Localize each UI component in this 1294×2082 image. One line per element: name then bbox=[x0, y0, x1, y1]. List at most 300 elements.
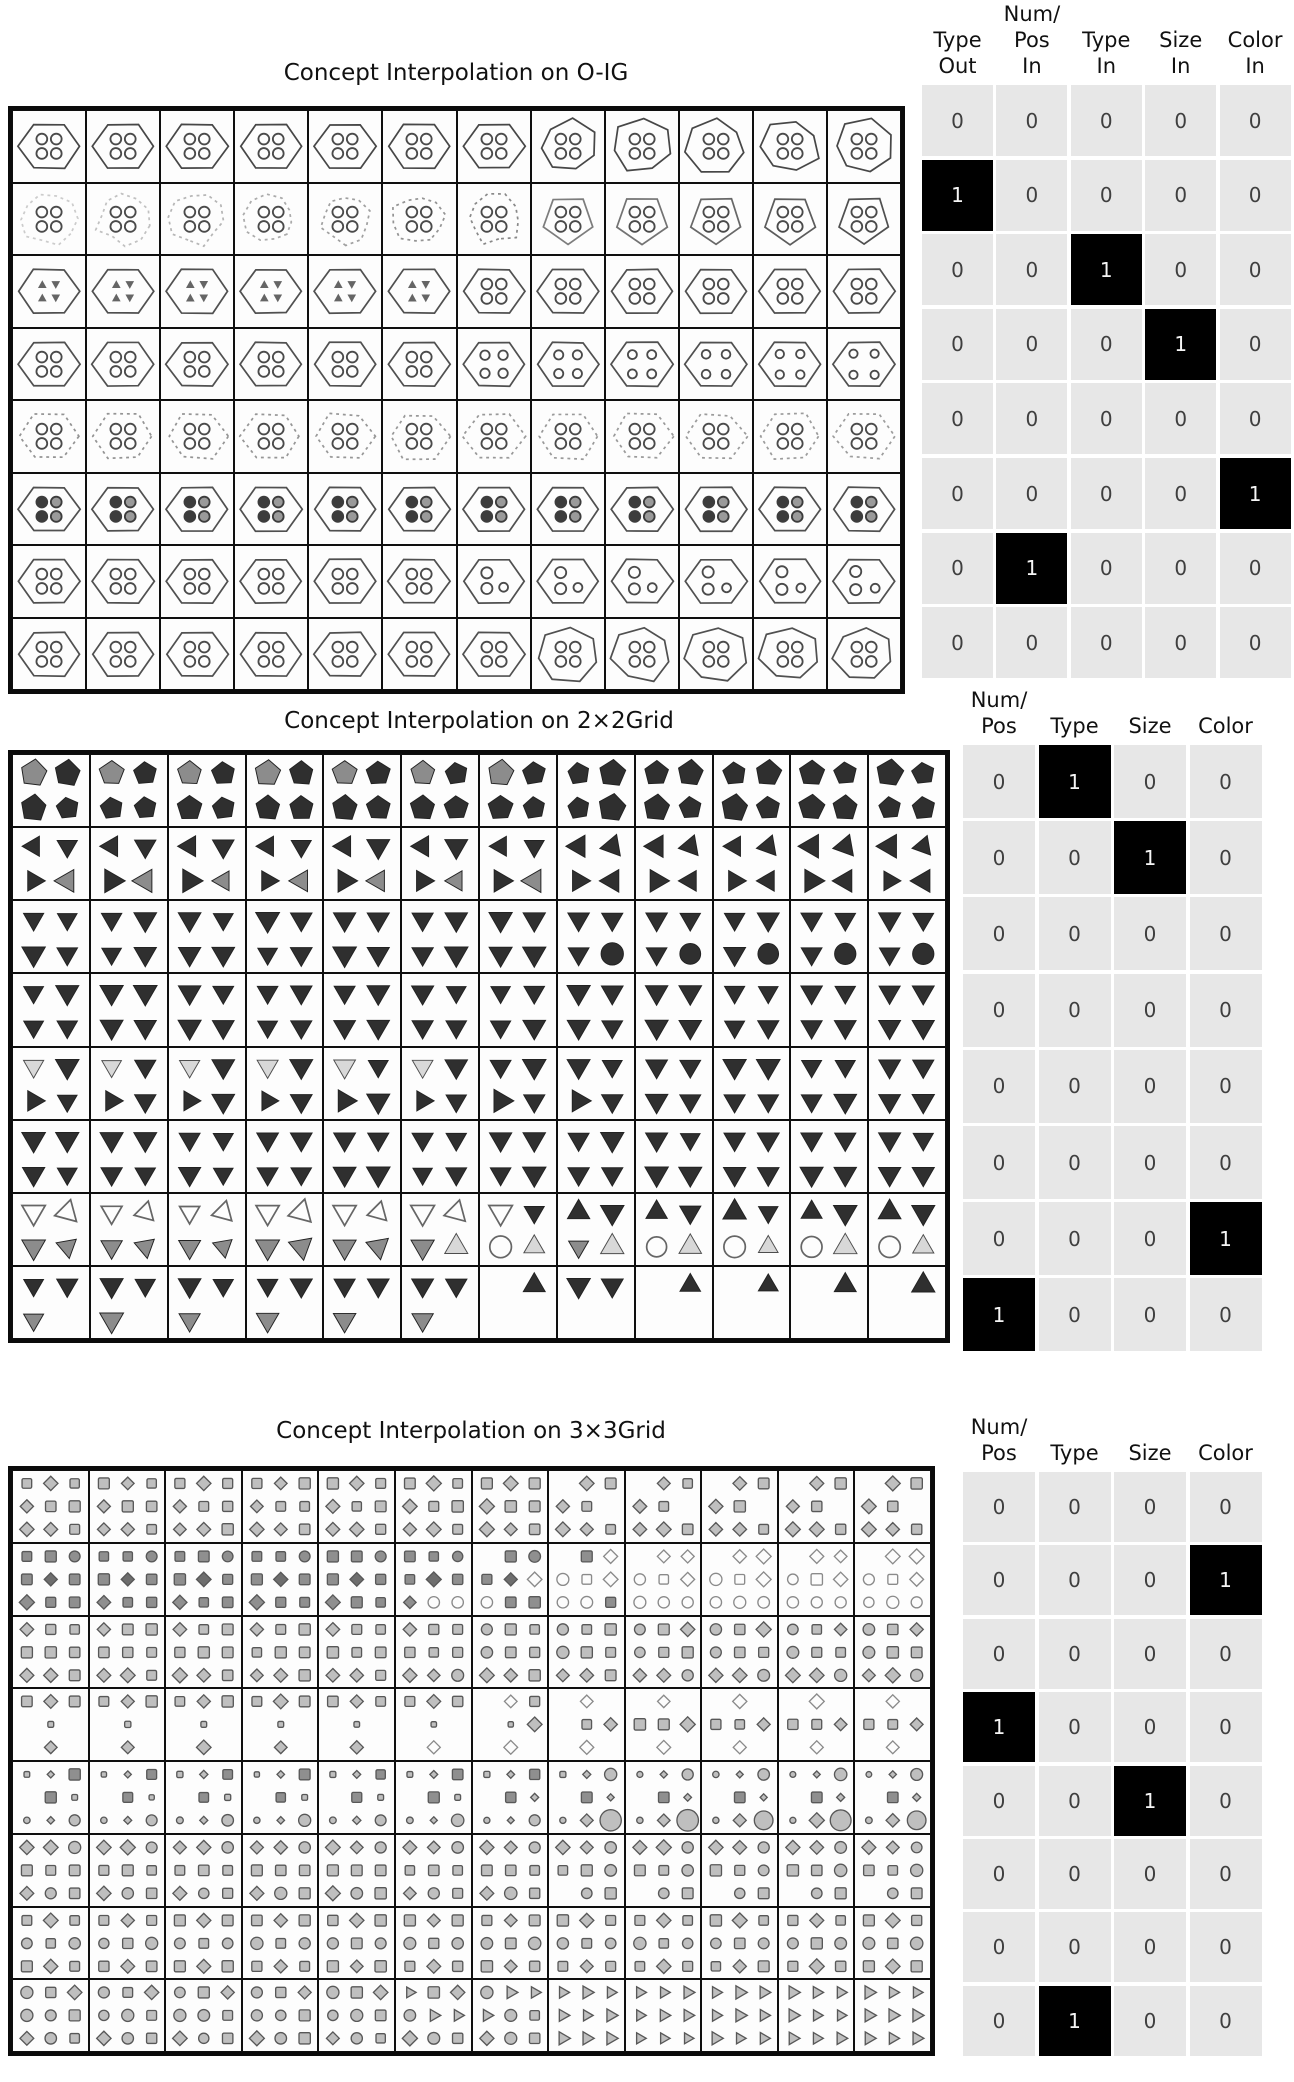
interp-cell bbox=[382, 328, 456, 401]
interp-cell-drawing bbox=[480, 1267, 556, 1338]
interp-cell bbox=[625, 1616, 702, 1689]
matrix-cell: 0 bbox=[1039, 897, 1111, 970]
interp-cell bbox=[401, 1047, 479, 1120]
interp-cell bbox=[548, 1470, 625, 1543]
interp-cell-drawing bbox=[558, 1267, 634, 1338]
interp-cell bbox=[635, 827, 713, 900]
interp-cell-drawing bbox=[87, 619, 159, 690]
interp-cell bbox=[753, 545, 827, 618]
interp-cell bbox=[246, 1193, 324, 1266]
interp-cell-drawing bbox=[458, 546, 530, 617]
interp-cell-drawing bbox=[309, 184, 381, 255]
interp-cell bbox=[246, 827, 324, 900]
interp-cell bbox=[318, 1834, 395, 1907]
interp-cell bbox=[12, 1470, 89, 1543]
interp-cell bbox=[548, 1761, 625, 1834]
interp-cell-drawing bbox=[549, 1908, 624, 1979]
interp-cell bbox=[635, 1120, 713, 1193]
matrix-column-header-line: Size bbox=[1128, 1441, 1172, 1465]
matrix-cell: 0 bbox=[1114, 1912, 1186, 1982]
interp-cell bbox=[635, 900, 713, 973]
interp-cell-drawing bbox=[324, 1267, 400, 1338]
matrix-column-header bbox=[1184, 1440, 1268, 1466]
matrix-cell: 0 bbox=[1145, 458, 1216, 529]
interp-cell bbox=[234, 400, 308, 473]
interp-cell-drawing bbox=[235, 401, 307, 472]
interp-cell-drawing bbox=[606, 619, 678, 690]
interp-cell bbox=[234, 328, 308, 401]
interpolation-grid-oig bbox=[8, 106, 905, 694]
interp-cell-drawing bbox=[247, 1267, 323, 1338]
interp-cell bbox=[790, 900, 868, 973]
matrix-column-header-line: In bbox=[1245, 54, 1265, 78]
interp-cell-drawing bbox=[13, 256, 85, 327]
interp-cell-drawing bbox=[396, 1908, 471, 1979]
matrix-column-header-line: In bbox=[1170, 54, 1191, 78]
matrix-cell: 0 bbox=[1190, 1692, 1262, 1762]
interp-cell bbox=[713, 1120, 791, 1193]
matrix-cell: 0 bbox=[922, 234, 993, 305]
interp-cell bbox=[318, 1616, 395, 1689]
matrix-column-header-line: Num/ bbox=[1003, 2, 1061, 26]
interp-cell-drawing bbox=[869, 1121, 945, 1192]
interp-cell bbox=[827, 400, 901, 473]
interp-cell-drawing bbox=[532, 256, 604, 327]
interp-cell-drawing bbox=[828, 111, 900, 182]
interp-cell bbox=[778, 1688, 855, 1761]
interp-cell bbox=[395, 1761, 472, 1834]
matrix-column-header-line: Pos bbox=[981, 714, 1017, 738]
interp-cell bbox=[401, 1120, 479, 1193]
interp-cell bbox=[557, 973, 635, 1046]
interp-cell bbox=[605, 255, 679, 328]
interp-cell bbox=[308, 183, 382, 256]
matrix-column-header-line: Size bbox=[1159, 28, 1203, 52]
matrix-cell: 0 bbox=[963, 1766, 1035, 1836]
panel-title-3x3grid: Concept Interpolation on 3×3Grid bbox=[276, 1418, 666, 1444]
interp-cell bbox=[12, 827, 90, 900]
interp-cell-drawing bbox=[166, 1908, 241, 1979]
interp-cell bbox=[625, 1761, 702, 1834]
matrix-cell: 0 bbox=[1190, 1839, 1262, 1909]
interp-cell-drawing bbox=[606, 474, 678, 545]
interp-cell bbox=[479, 827, 557, 900]
interp-cell bbox=[308, 328, 382, 401]
interp-cell bbox=[790, 1266, 868, 1339]
interp-cell-drawing bbox=[791, 901, 867, 972]
interp-cell-drawing bbox=[458, 329, 530, 400]
interp-cell bbox=[457, 110, 531, 183]
interp-cell-drawing bbox=[714, 755, 790, 826]
interp-cell-drawing bbox=[402, 1267, 478, 1338]
interp-cell-drawing bbox=[626, 1689, 701, 1760]
interp-cell-drawing bbox=[169, 755, 245, 826]
matrix-cell: 0 bbox=[1039, 1126, 1111, 1199]
interp-cell-drawing bbox=[319, 1908, 394, 1979]
interp-cell-drawing bbox=[319, 1689, 394, 1760]
interp-cell-drawing bbox=[458, 111, 530, 182]
matrix-cell: 0 bbox=[922, 607, 993, 678]
interp-cell-drawing bbox=[87, 546, 159, 617]
matrix-cell: 0 bbox=[1220, 533, 1291, 604]
interp-cell-drawing bbox=[402, 1048, 478, 1119]
interp-cell-drawing bbox=[754, 474, 826, 545]
matrix-column-header-line: Pos bbox=[1014, 28, 1050, 52]
matrix-cell: 0 bbox=[1190, 1766, 1262, 1836]
interp-cell bbox=[531, 400, 605, 473]
interp-cell-drawing bbox=[458, 474, 530, 545]
interp-cell bbox=[89, 1907, 166, 1980]
interp-cell-drawing bbox=[458, 401, 530, 472]
interp-cell-drawing bbox=[13, 401, 85, 472]
interp-cell-drawing bbox=[754, 256, 826, 327]
matrix-cell: 1 bbox=[1039, 745, 1111, 818]
interp-cell bbox=[548, 1616, 625, 1689]
matrix-column-header bbox=[1033, 713, 1117, 739]
interp-cell-drawing bbox=[247, 755, 323, 826]
interp-cell-drawing bbox=[396, 1544, 471, 1615]
interp-cell-drawing bbox=[532, 111, 604, 182]
matrix-cell: 1 bbox=[1114, 821, 1186, 894]
interp-cell bbox=[90, 900, 168, 973]
interp-cell-drawing bbox=[626, 1908, 701, 1979]
interp-cell-drawing bbox=[779, 1544, 854, 1615]
interp-cell bbox=[753, 183, 827, 256]
interp-cell bbox=[557, 1120, 635, 1193]
interp-cell bbox=[308, 255, 382, 328]
interp-cell bbox=[605, 618, 679, 691]
matrix-cell: 0 bbox=[1220, 160, 1291, 231]
interp-cell bbox=[679, 183, 753, 256]
interp-cell-drawing bbox=[383, 401, 455, 472]
interp-cell-drawing bbox=[549, 1689, 624, 1760]
matrix-cell: 0 bbox=[1039, 1766, 1111, 1836]
interp-cell-drawing bbox=[247, 1194, 323, 1265]
interp-cell-drawing bbox=[702, 1835, 777, 1906]
interp-cell bbox=[401, 827, 479, 900]
matrix-cell: 0 bbox=[963, 1912, 1035, 1982]
matrix-cell: 0 bbox=[1220, 383, 1291, 454]
interp-cell-drawing bbox=[235, 329, 307, 400]
matrix-cell: 0 bbox=[1145, 234, 1216, 305]
interp-cell bbox=[308, 400, 382, 473]
interp-cell bbox=[790, 973, 868, 1046]
interp-cell-drawing bbox=[402, 1121, 478, 1192]
matrix-cell: 0 bbox=[1145, 533, 1216, 604]
interp-cell bbox=[168, 900, 246, 973]
interp-cell bbox=[168, 1193, 246, 1266]
interp-cell bbox=[12, 1979, 89, 2052]
interp-cell-drawing bbox=[680, 546, 752, 617]
interp-cell bbox=[605, 473, 679, 546]
matrix-cell: 0 bbox=[1145, 85, 1216, 156]
interp-cell-drawing bbox=[791, 1194, 867, 1265]
interp-cell-drawing bbox=[13, 111, 85, 182]
interp-cell-drawing bbox=[791, 1121, 867, 1192]
interp-cell-drawing bbox=[558, 1121, 634, 1192]
interp-cell-drawing bbox=[532, 474, 604, 545]
interp-cell bbox=[168, 754, 246, 827]
interp-cell bbox=[531, 110, 605, 183]
interp-cell-drawing bbox=[532, 401, 604, 472]
interp-cell-drawing bbox=[626, 1544, 701, 1615]
interp-cell bbox=[548, 1907, 625, 1980]
matrix-cell: 0 bbox=[963, 1126, 1035, 1199]
interp-cell-drawing bbox=[549, 1835, 624, 1906]
interp-cell-drawing bbox=[235, 256, 307, 327]
matrix-cell: 0 bbox=[963, 1839, 1035, 1909]
interp-cell bbox=[86, 255, 160, 328]
interp-cell-drawing bbox=[754, 401, 826, 472]
interp-cell-drawing bbox=[626, 1980, 701, 2051]
matrix-cell: 0 bbox=[1220, 607, 1291, 678]
interp-cell-drawing bbox=[396, 1617, 471, 1688]
interp-cell-drawing bbox=[235, 184, 307, 255]
interp-cell bbox=[713, 827, 791, 900]
interp-cell-drawing bbox=[606, 329, 678, 400]
interp-cell-drawing bbox=[90, 1544, 165, 1615]
interp-cell bbox=[160, 183, 234, 256]
interp-cell bbox=[713, 1266, 791, 1339]
matrix-cell: 0 bbox=[963, 1619, 1035, 1689]
interp-cell-drawing bbox=[13, 1835, 88, 1906]
interp-cell bbox=[625, 1470, 702, 1543]
matrix-cell: 0 bbox=[1039, 974, 1111, 1047]
interp-cell bbox=[90, 827, 168, 900]
matrix-cell: 1 bbox=[922, 160, 993, 231]
interp-cell-drawing bbox=[396, 1835, 471, 1906]
interp-cell bbox=[827, 328, 901, 401]
interp-cell-drawing bbox=[855, 1762, 930, 1833]
interp-cell-drawing bbox=[396, 1762, 471, 1833]
interp-cell-drawing bbox=[626, 1835, 701, 1906]
interp-cell bbox=[395, 1616, 472, 1689]
interp-cell bbox=[790, 1193, 868, 1266]
interp-cell-drawing bbox=[309, 256, 381, 327]
interp-cell bbox=[679, 618, 753, 691]
interp-cell bbox=[790, 1120, 868, 1193]
interp-cell bbox=[86, 473, 160, 546]
interp-cell bbox=[90, 754, 168, 827]
interp-cell-drawing bbox=[636, 1267, 712, 1338]
interp-cell bbox=[12, 1688, 89, 1761]
matrix-column-header bbox=[1065, 27, 1148, 79]
interp-cell bbox=[308, 110, 382, 183]
interp-cell bbox=[323, 1047, 401, 1120]
matrix-cell: 0 bbox=[1071, 458, 1142, 529]
interp-cell bbox=[323, 973, 401, 1046]
interp-cell-drawing bbox=[161, 619, 233, 690]
matrix-cell: 0 bbox=[996, 85, 1067, 156]
interp-cell-drawing bbox=[680, 111, 752, 182]
matrix-cell: 0 bbox=[1190, 1619, 1262, 1689]
interp-cell bbox=[827, 110, 901, 183]
interp-cell bbox=[168, 1266, 246, 1339]
interp-cell-drawing bbox=[383, 329, 455, 400]
matrix-cell: 0 bbox=[1039, 1692, 1111, 1762]
interp-cell-drawing bbox=[636, 974, 712, 1045]
interp-cell bbox=[778, 1907, 855, 1980]
interp-cell-drawing bbox=[161, 184, 233, 255]
interp-cell bbox=[234, 255, 308, 328]
interp-cell bbox=[635, 973, 713, 1046]
interp-cell-drawing bbox=[754, 184, 826, 255]
interp-cell-drawing bbox=[383, 184, 455, 255]
interp-cell-drawing bbox=[396, 1471, 471, 1542]
interp-cell-drawing bbox=[90, 1617, 165, 1688]
matrix-column-header-line: Size bbox=[1128, 714, 1172, 738]
matrix-cell: 0 bbox=[922, 533, 993, 604]
interp-cell bbox=[457, 618, 531, 691]
interp-cell bbox=[457, 473, 531, 546]
interp-cell bbox=[234, 110, 308, 183]
interp-cell-drawing bbox=[473, 1908, 548, 1979]
interp-cell bbox=[472, 1834, 549, 1907]
matrix-cell: 0 bbox=[1114, 1986, 1186, 2056]
interp-cell-drawing bbox=[161, 401, 233, 472]
interp-cell-drawing bbox=[549, 1762, 624, 1833]
interp-cell bbox=[12, 1120, 90, 1193]
interp-cell bbox=[308, 473, 382, 546]
interp-cell-drawing bbox=[324, 901, 400, 972]
matrix-cell: 0 bbox=[1190, 1986, 1262, 2056]
matrix-cell: 0 bbox=[963, 745, 1035, 818]
interp-cell bbox=[89, 1616, 166, 1689]
interp-cell-drawing bbox=[791, 755, 867, 826]
matrix-cell: 0 bbox=[1114, 897, 1186, 970]
interp-cell-drawing bbox=[558, 901, 634, 972]
interp-cell-drawing bbox=[383, 474, 455, 545]
interpolation-grid-3x3grid bbox=[8, 1466, 935, 2056]
matrix-cell: 1 bbox=[1071, 234, 1142, 305]
matrix-cell: 0 bbox=[1145, 607, 1216, 678]
interp-cell-drawing bbox=[91, 974, 167, 1045]
interp-cell bbox=[548, 1543, 625, 1616]
interp-cell-drawing bbox=[166, 1471, 241, 1542]
interp-cell-drawing bbox=[828, 184, 900, 255]
interp-cell bbox=[395, 1979, 472, 2052]
interp-cell bbox=[89, 1470, 166, 1543]
interp-cell bbox=[479, 1047, 557, 1120]
interp-cell-drawing bbox=[714, 1048, 790, 1119]
matrix-cell: 0 bbox=[1114, 1619, 1186, 1689]
matrix-column-header bbox=[1184, 713, 1268, 739]
interp-cell bbox=[457, 328, 531, 401]
interp-cell-drawing bbox=[91, 1194, 167, 1265]
interp-cell-drawing bbox=[714, 974, 790, 1045]
interp-cell bbox=[165, 1616, 242, 1689]
interp-cell-drawing bbox=[869, 1048, 945, 1119]
interp-cell-drawing bbox=[91, 828, 167, 899]
interp-cell-drawing bbox=[754, 619, 826, 690]
interp-cell bbox=[168, 827, 246, 900]
matrix-column-header bbox=[1108, 1440, 1192, 1466]
interp-cell bbox=[827, 618, 901, 691]
interp-cell bbox=[625, 1543, 702, 1616]
interp-cell-drawing bbox=[402, 828, 478, 899]
interp-cell bbox=[242, 1979, 319, 2052]
interp-cell bbox=[318, 1688, 395, 1761]
matrix-cell: 0 bbox=[963, 1986, 1035, 2056]
interp-cell bbox=[472, 1543, 549, 1616]
interp-cell-drawing bbox=[779, 1762, 854, 1833]
interp-cell bbox=[457, 400, 531, 473]
interp-cell-drawing bbox=[680, 619, 752, 690]
interp-cell-drawing bbox=[480, 1048, 556, 1119]
matrix-column-header-line: Color bbox=[1198, 714, 1253, 738]
matrix-cell: 0 bbox=[1190, 1278, 1262, 1351]
matrix-cell: 0 bbox=[1114, 745, 1186, 818]
interp-cell-drawing bbox=[396, 1980, 471, 2051]
interp-cell-drawing bbox=[243, 1689, 318, 1760]
interp-cell-drawing bbox=[166, 1980, 241, 2051]
interp-cell-drawing bbox=[247, 974, 323, 1045]
matrix-cell: 0 bbox=[922, 309, 993, 380]
interp-cell-drawing bbox=[473, 1835, 548, 1906]
interp-cell-drawing bbox=[636, 1048, 712, 1119]
interp-cell-drawing bbox=[855, 1471, 930, 1542]
matrix-cell: 0 bbox=[1071, 383, 1142, 454]
interp-cell bbox=[382, 473, 456, 546]
interp-cell-drawing bbox=[791, 974, 867, 1045]
interp-cell-drawing bbox=[480, 755, 556, 826]
interp-cell-drawing bbox=[383, 619, 455, 690]
interp-cell bbox=[479, 973, 557, 1046]
interp-cell-drawing bbox=[558, 1048, 634, 1119]
interp-cell-drawing bbox=[91, 1121, 167, 1192]
interp-cell bbox=[625, 1979, 702, 2052]
interp-cell bbox=[635, 1193, 713, 1266]
interp-cell-drawing bbox=[473, 1980, 548, 2051]
interp-cell bbox=[531, 473, 605, 546]
interp-cell bbox=[753, 618, 827, 691]
interp-cell-drawing bbox=[680, 184, 752, 255]
matrix-column-header-line: Color bbox=[1198, 1441, 1253, 1465]
interp-cell bbox=[160, 255, 234, 328]
interp-cell bbox=[308, 545, 382, 618]
interp-cell bbox=[679, 328, 753, 401]
interp-cell bbox=[318, 1979, 395, 2052]
interp-cell bbox=[89, 1543, 166, 1616]
interp-cell-drawing bbox=[606, 111, 678, 182]
interp-cell bbox=[165, 1688, 242, 1761]
interp-cell-drawing bbox=[235, 619, 307, 690]
interp-cell-drawing bbox=[87, 401, 159, 472]
interp-cell-drawing bbox=[714, 901, 790, 972]
interp-cell-drawing bbox=[791, 828, 867, 899]
interp-cell-drawing bbox=[169, 828, 245, 899]
matrix-column-header bbox=[990, 1, 1073, 79]
matrix-cell: 0 bbox=[1190, 1472, 1262, 1542]
interp-cell bbox=[12, 973, 90, 1046]
interp-cell bbox=[701, 1907, 778, 1980]
interp-cell bbox=[854, 1761, 931, 1834]
interp-cell-drawing bbox=[680, 474, 752, 545]
interp-cell-drawing bbox=[243, 1980, 318, 2051]
interp-cell-drawing bbox=[169, 901, 245, 972]
interp-cell-drawing bbox=[90, 1908, 165, 1979]
interp-cell-drawing bbox=[473, 1617, 548, 1688]
interp-cell-drawing bbox=[855, 1689, 930, 1760]
interp-cell-drawing bbox=[13, 1762, 88, 1833]
interp-cell-drawing bbox=[166, 1617, 241, 1688]
interp-cell bbox=[557, 754, 635, 827]
interp-cell bbox=[753, 328, 827, 401]
interp-cell bbox=[12, 618, 86, 691]
interp-cell-drawing bbox=[166, 1762, 241, 1833]
interp-cell-drawing bbox=[383, 546, 455, 617]
interp-cell-drawing bbox=[549, 1471, 624, 1542]
